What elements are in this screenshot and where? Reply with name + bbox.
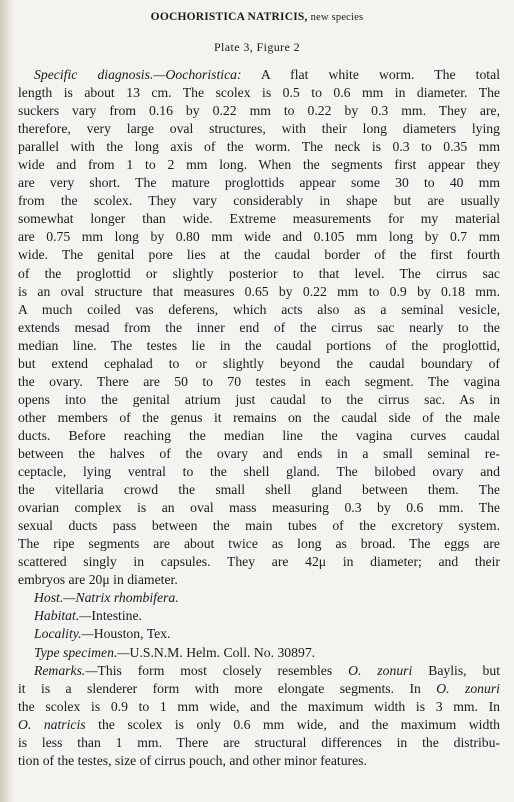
diagnosis-line: the ovary. There are 50 to 70 testes in each segment. The vagina [18,373,500,389]
host-field [18,589,500,607]
diagnosis-label: Specific diagnosis.—Oochoristica: [34,67,242,82]
diagnosis-line: ceptacle, lying ventral to the shell gland. The bilobed ovary and [18,464,500,480]
locality-value: Houston, Tex. [93,626,171,642]
diagnosis-line: the vitellaria crowd the small shell gland between them. The [18,482,500,498]
diagnosis-line: suckers vary from 0.16 by 0.22 mm to 0.22 by 0.3 mm. They are, [18,103,500,119]
type-specimen-field [18,644,500,662]
habitat-label: Habitat.— [34,608,92,624]
plate-reference: Plate 3, Figure 2 [213,40,301,54]
remarks-line: the scolex is 0.9 to 1 mm wide, and the maximum width is 3 mm. In [18,698,500,714]
remarks-line: is less than 1 mm. There are structural differences in the distribu- [18,734,500,750]
diagnosis-line: between the halves of the ovary and ends in a small seminal re- [18,445,500,461]
diagnosis-line: parallel with the long axis of the worm. The neck is 0.3 to 0.35 mm [18,139,500,155]
host-value: Natrix rhombifera. [75,590,179,606]
diagnosis-line: length is about 13 cm. The scolex is 0.5 to 0.6 mm in diameter. The [18,85,500,101]
diagnosis-line: Specific diagnosis.—Oochoristica: A flat white worm. The total [34,67,500,82]
diagnosis-line: are 0.75 mm long by 0.80 mm wide and 0.105 mm long by 0.7 mm [18,229,500,245]
diagnosis-line: are very short. The mature proglottids appear some 30 to 40 mm [18,175,500,191]
habitat-field [18,607,500,625]
type-specimen-value: U.S.N.M. Helm. Coll. No. 30897. [129,644,316,660]
remarks-line: O. natricis the scolex is only 0.6 mm wide, and the maximum width [18,716,500,732]
running-title-note: new species [310,12,364,23]
diagnosis-line: extends mesad from the inner end of the cirrus sac nearly to the [18,319,500,335]
diagnosis-line: sexual ducts pass between the main tubes of the excretory system. [18,518,500,534]
locality-label: Locality.— [34,626,94,642]
diagnosis-line: ducts. Before reaching the median line the vagina curves caudal [18,427,500,443]
running-title-text: OOCHORISTICA NATRICIS, [150,11,308,23]
diagnosis-line: A much coiled vas deferens, which acts also as a seminal vesicle, [18,301,500,317]
remarks-label: Remarks.— [34,662,98,678]
diagnosis-line: median line. The testes lie in the caudal portions of the proglottid, [18,337,500,353]
type-specimen-label: Type specimen.— [34,644,130,660]
locality-field [18,625,500,643]
diagnosis-line: but extend cephalad to or slightly beyond the caudal boundary of [18,355,500,371]
diagnosis-line: therefore, very large oval structures, with their long diameters lying [18,121,500,137]
habitat-value: Intestine. [91,608,142,624]
diagnosis-line: is an oval structure that measures 0.65 by 0.22 mm to 0.9 by 0.18 mm. [18,283,500,299]
diagnosis-line: scattered singly in capsules. They are 42μ in diameter; and their [18,554,500,570]
host-label: Host.— [34,590,76,606]
remarks-line: Remarks.—This form most closely resembles O. zonuri Baylis, but [34,662,500,678]
diagnosis-line: wide and from 1 to 2 mm long. When the segments first appear they [18,157,500,173]
diagnosis-line: ovarian complex is an oval mass measuring 0.3 by 0.6 mm. The [18,500,500,516]
diagnosis-line: of the proglottid or slightly posterior to that level. The cirrus sac [18,265,500,281]
page-binding-shadow [0,0,14,802]
diagnosis-line: from the scolex. They vary considerably in shape but are usually [18,193,500,209]
remarks-line: it is a slenderer form with more elongate segments. In O. zonuri [18,680,500,696]
diagnosis-line: The ripe segments are about twice as long as broad. The eggs are [18,536,500,552]
diagnosis-line: somewhat longer than wide. Extreme measurements for my material [18,211,500,227]
diagnosis-line: opens into the genital atrium just caudal to the cirrus sac. As in [18,391,500,407]
diagnosis-line: wide. The genital pore lies at the caudal border of the first fourth [18,247,500,263]
diagnosis-line: embryos are 20μ in diameter. [18,572,178,588]
remarks-line: tion of the testes, size of cirrus pouch, and other minor features. [18,752,367,768]
document-body [18,66,500,770]
running-title [0,11,514,23]
diagnosis-line: other members of the genus it remains on the caudal side of the male [18,409,500,425]
